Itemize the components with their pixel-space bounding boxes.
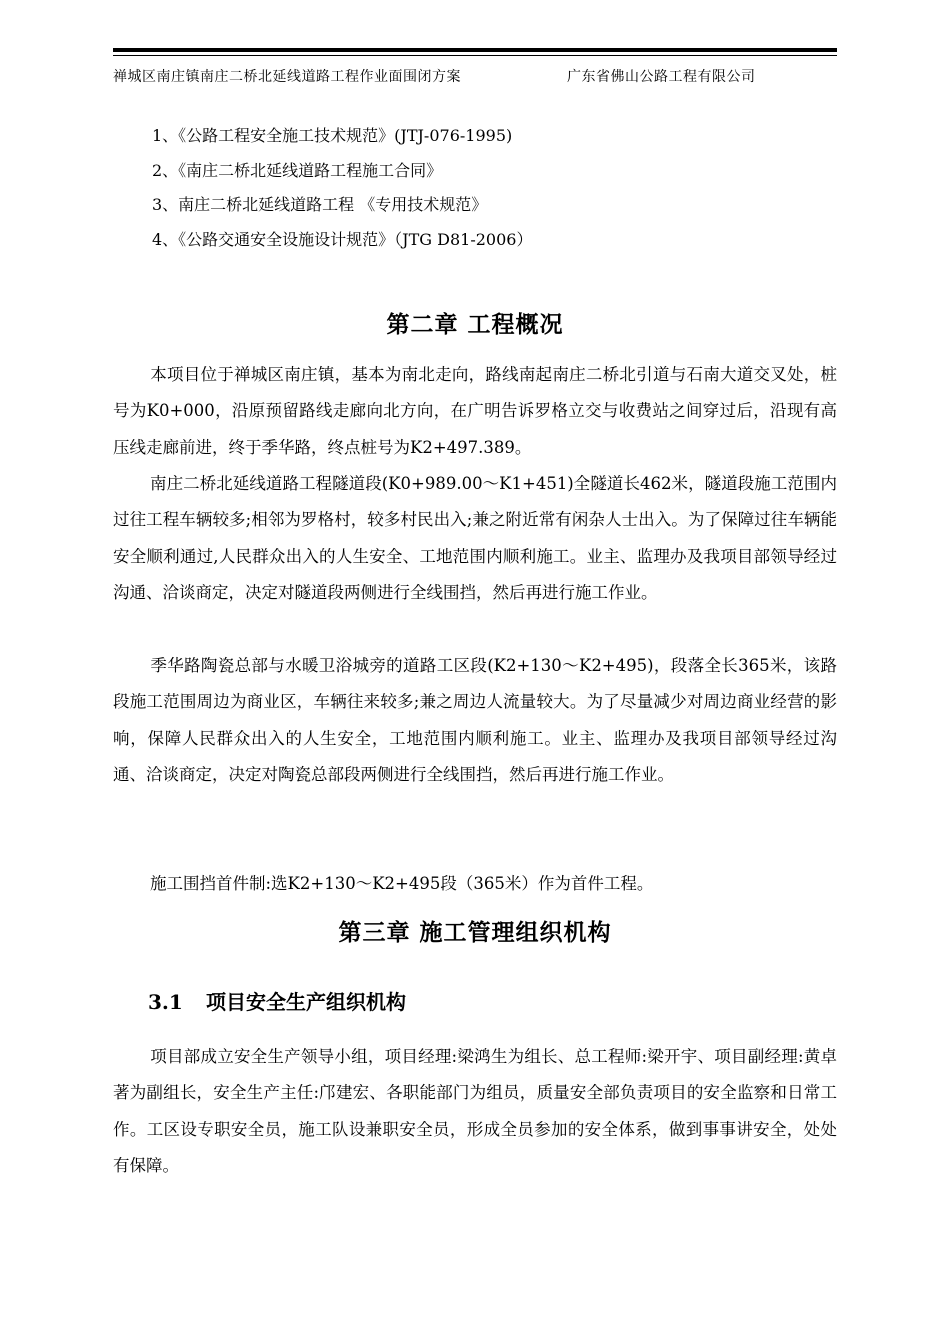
body-paragraph (113, 1039, 837, 1185)
paragraph-text: 本项目位于禅城区南庄镇，基本为南北走向，路线南起南庄二桥北引道与石南大道交叉处，桩号为K0+000，沿原预留路线走廊向北方向，在广明告诉罗格立交与收费站之间穿过后，沿现有高压线走廊前进，终于季华路，终点桩号为K2+497.389。 (113, 365, 837, 457)
chapter-3-title: 第三章 施工管理组织机构 (338, 919, 612, 946)
chapter-2-title: 第二章 工程概况 (386, 311, 564, 338)
reference-item: 3、南庄二桥北延线道路工程 《专用技术规范》 (152, 195, 488, 214)
reference-item: 4、《公路交通安全设施设计规范》（JTG D81-2006） (152, 229, 533, 249)
header-rule-thick (113, 48, 837, 52)
header-project-title: 禅城区南庄镇南庄二桥北延线道路工程作业面围闭方案 (113, 69, 461, 85)
body-paragraph (113, 466, 837, 612)
reference-list (152, 124, 852, 262)
paragraph-text: 南庄二桥北延线道路工程隧道段(K0+989.00～K1+451)全隧道长462米，隧道段施工范围内过往工程车辆较多;相邻为罗格村，较多村民出入;兼之附近常有闲杂人士出入。为了保障过往车辆能安全顺利通过,人民群众出入的人生安全、工地范围内顺利施工。业主、监理办及我项目部领导经过沟通、洽谈商定，决定对隧道段两侧进行全线围挡，然后再进行施工作业。 (113, 474, 837, 603)
section-number: 3.1 (148, 990, 183, 1014)
paragraph-text: 季华路陶瓷总部与水暖卫浴城旁的道路工区段(K2+130～K2+495)，段落全长365米，该路段施工范围周边为商业区，车辆往来较多;兼之周边人流量较大。为了尽量减少对周边商业经营的影响，保障人民群众出入的人生安全，工地范围内顺利施工。业主、监理办及我项目部领导经过沟通、洽谈商定，决定对陶瓷总部段两侧进行全线围挡，然后再进行施工作业。 (113, 656, 837, 785)
section-title: 项目安全生产组织机构 (206, 990, 406, 1014)
body-paragraph (113, 648, 837, 794)
body-paragraph (113, 357, 837, 466)
header-company-name: 广东省佛山公路工程有限公司 (567, 69, 756, 85)
header-rule-thin (113, 55, 837, 56)
reference-item: 2、《南庄二桥北延线道路工程施工合同》 (152, 160, 443, 180)
paragraph-text: 施工围挡首件制:选K2+130～K2+495段（365米）作为首件工程。 (150, 874, 654, 893)
paragraph-text: 项目部成立安全生产领导小组，项目经理:梁鸿生为组长、总工程师:梁开宇、项目副经理:黄卓著为副组长，安全生产主任:邝建宏、各职能部门为组员，质量安全部负责项目的安全监察和日常工作。工区设专职安全员，施工队设兼职安全员，形成全员参加的安全体系，做到事事讲安全，处处有保障。 (113, 1047, 837, 1176)
reference-item: 1、《公路工程安全施工技术规范》(JTJ-076-1995) (152, 126, 513, 145)
body-paragraph (113, 866, 837, 902)
section-heading (148, 986, 406, 1015)
